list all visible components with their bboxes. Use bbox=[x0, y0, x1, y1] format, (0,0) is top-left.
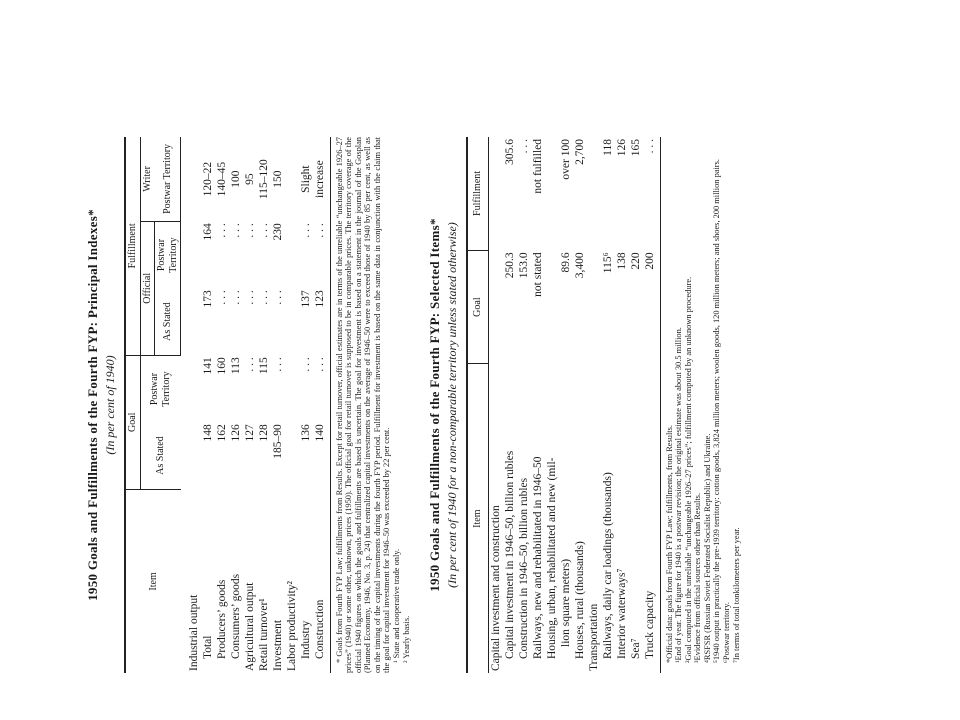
table1-cell: . . . bbox=[243, 223, 256, 238]
table1-row-label: Producers’ goods bbox=[215, 579, 228, 659]
table2-fulfillment-cell bbox=[545, 137, 559, 250]
table2-row bbox=[643, 137, 657, 673]
table2-goal-cell: 153.0 bbox=[517, 252, 530, 279]
table1-cell: 100 bbox=[229, 170, 242, 188]
table2-fulfillment-cell: not fulfilled bbox=[531, 139, 544, 194]
table1-cell: . . . bbox=[271, 290, 284, 305]
table2-row-label: Railways, daily car loadings (thousands) bbox=[601, 472, 614, 659]
table1-row-label: Investment bbox=[271, 619, 284, 671]
table1-cell: . . . bbox=[257, 223, 270, 238]
table1-footnote: * Goals from Fourth FYP Law; fulfillments from Results. Except for retail turnover, official estimates are in terms of the unreliable “unchangeable 1926–27 prices” (1940) or some other, unknown, prices (1950). The official goal for retail turnover is supposed to be in comparable prices. The territory coverage of the official 1940 figures on which the goals and fulfillments are based is uncertain. The goal for investment is based on a statement in the journal of the Gosplan (Planned Economy, 1946, No. 3, p. 24) that centralized capital investments on the average of 1946–50 were to exceed those of 1940 by 85 per cent, as well as on the timing of the capital investments during the fourth FYP period. Fulfillment for investment is based on the same data in conjunction with the claim that the goal for capital investment for 1946–50 was exceeded by 22 per cent. bbox=[334, 137, 392, 673]
table2-row bbox=[573, 137, 587, 673]
table2-row bbox=[545, 137, 559, 673]
table1-cell bbox=[187, 137, 201, 221]
table1-cell: 173 bbox=[201, 290, 214, 308]
table1-cell: 128 bbox=[257, 424, 270, 442]
table2-fulfillment-cell: 118 bbox=[601, 139, 614, 156]
table1-header-item: Item bbox=[147, 572, 159, 591]
table2-row bbox=[587, 137, 601, 673]
table1-row bbox=[243, 137, 257, 673]
table1-row bbox=[299, 137, 313, 673]
table1-cell bbox=[285, 137, 299, 221]
table1-cell: 115 bbox=[257, 357, 270, 375]
table1-row-label: Construction bbox=[313, 599, 326, 659]
table2-row-label: lion square meters) bbox=[559, 558, 572, 647]
table1-cell: . . . bbox=[229, 223, 242, 238]
table1-row bbox=[187, 137, 201, 673]
table2-fulfillment-cell: 305.6 bbox=[503, 139, 516, 165]
table1-cell: 164 bbox=[201, 223, 214, 241]
selected-items-table-section bbox=[427, 137, 741, 673]
table1-header-official-postwar: Postwar Territory bbox=[155, 221, 181, 288]
table2-goal-cell bbox=[545, 250, 559, 363]
table2-row bbox=[559, 137, 573, 673]
table1-cell: 162 bbox=[215, 424, 228, 442]
table2-goal-cell: not stated bbox=[531, 252, 544, 297]
table2-goal-cell: 220 bbox=[629, 252, 642, 270]
table2-fulfillment-cell bbox=[587, 137, 601, 250]
table2-row bbox=[615, 137, 629, 673]
table1-footnote: ¹ State and cooperative trade only. bbox=[392, 548, 402, 663]
table1-header-goal-postwar: Postwar Territory bbox=[149, 371, 172, 407]
table2-row-label: Housing, urban, rehabilitated and new (mil- bbox=[545, 457, 558, 659]
table1-cell bbox=[285, 422, 299, 489]
table1-cell: Slight bbox=[299, 165, 312, 193]
table2-fulfillment-cell bbox=[488, 137, 503, 250]
table1-cell: . . . bbox=[257, 290, 270, 305]
table2-footnote: ³Evidence from official sources other than Results. bbox=[693, 492, 703, 663]
table1-cell: . . . bbox=[299, 357, 312, 372]
table1-cell: 141 bbox=[201, 357, 214, 375]
table2-footnote: *Official data: goals from Fourth FYP Law; fulfillments, from Results. bbox=[664, 425, 674, 663]
table1-row-label: Industry bbox=[299, 620, 312, 659]
table1-cell bbox=[285, 288, 299, 355]
table2-goal-cell: 89.6 bbox=[559, 252, 572, 273]
table1-row bbox=[313, 137, 327, 673]
table1-cell bbox=[285, 355, 299, 422]
table1-cell: 140 bbox=[313, 424, 326, 442]
table1-cell: 137 bbox=[299, 290, 312, 308]
table1-footnote: ² Yearly basis. bbox=[401, 615, 411, 663]
table2-footnote: ⁷In terms of total tonkilometers per year. bbox=[731, 527, 741, 663]
table2-row bbox=[503, 137, 517, 673]
table1-cell: . . . bbox=[215, 223, 228, 238]
principal-indexes-table-section bbox=[85, 137, 419, 673]
table1-cell: increase bbox=[313, 160, 326, 198]
table2-fulfillment-cell: 2,700 bbox=[573, 139, 586, 165]
table1-cell: 115–120 bbox=[257, 159, 270, 200]
table2 bbox=[466, 137, 661, 673]
table1-cell: . . . bbox=[299, 223, 312, 238]
table1-cell: 136 bbox=[299, 424, 312, 442]
table2-row-label: Transportation bbox=[587, 603, 600, 671]
table2-header-goal: Goal bbox=[467, 250, 488, 363]
table1-cell: 230 bbox=[271, 223, 284, 241]
table1-cell bbox=[187, 422, 201, 489]
table2-goal-cell: 115⁶ bbox=[601, 252, 614, 274]
table2-footnote: ²Goal computed in the unreliable “unchangeable 1926–27 prices”; fulfillment computed by an unknown procedure. bbox=[683, 276, 693, 663]
table2-footnote: ⁴RSFSR (Russian Soviet Federated Socialist Republic) and Ukraine. bbox=[702, 433, 712, 663]
table2-row bbox=[601, 137, 615, 673]
table2-row-label: Sea⁷ bbox=[629, 638, 642, 659]
table1-cell: . . . bbox=[313, 223, 326, 238]
table1-cell: . . . bbox=[215, 290, 228, 305]
table1-header-official-as-stated: As Stated bbox=[155, 288, 181, 355]
table2-row bbox=[517, 137, 531, 673]
table2-fulfillment-cell: 165 bbox=[629, 139, 642, 157]
table1-header-writer-postwar: Postwar Territory bbox=[155, 137, 181, 221]
table1-header-goal-as-stated: As Stated bbox=[140, 422, 181, 489]
table1-cell: 95 bbox=[243, 173, 256, 185]
table1-cell: . . . bbox=[271, 357, 284, 372]
table1-cell bbox=[187, 288, 201, 355]
table2-goal-cell bbox=[587, 250, 601, 363]
table1-row-label: Labor productivity² bbox=[285, 581, 298, 671]
table1-row bbox=[257, 137, 271, 673]
table1-cell bbox=[285, 221, 299, 288]
table2-row bbox=[629, 137, 643, 673]
table1-row-label: Retail turnover¹ bbox=[257, 598, 270, 671]
table1 bbox=[124, 137, 331, 673]
table2-row bbox=[531, 137, 545, 673]
table1-cell: . . . bbox=[243, 357, 256, 372]
table2-footnote: ⁵1940 output in practically the pre-1939 territory: cotton goods, 3,824 million meters; woolen goods, 120 million meters; and shoes, 200 million pairs. bbox=[712, 159, 722, 663]
table2-goal-cell: 250.3 bbox=[503, 252, 516, 279]
table2-row-label: Houses, rural (thousands) bbox=[573, 541, 586, 659]
table2-goal-cell: 200 bbox=[643, 252, 656, 270]
table1-row bbox=[215, 137, 229, 673]
table2-footnote: ¹End of year. The figure for 1940 is a postwar revision; the original estimate was about 30.5 million. bbox=[674, 327, 684, 663]
table1-cell: 126 bbox=[229, 424, 242, 442]
table2-row-label: Capital investment in 1946–50, billion rubles bbox=[503, 450, 516, 659]
table1-cell: . . . bbox=[243, 290, 256, 305]
table1-header-official: Official bbox=[140, 221, 155, 355]
table1-cell: 123 bbox=[313, 290, 326, 308]
table1-row-label: Industrial output bbox=[187, 594, 200, 671]
rotated-document-page bbox=[85, 125, 875, 685]
table2-header-item: Item bbox=[467, 364, 488, 673]
table2-row-label: Truck capacity bbox=[643, 590, 656, 659]
table1-cell: 113 bbox=[229, 357, 242, 375]
table1-row bbox=[285, 137, 299, 673]
table1-cell: . . . bbox=[313, 357, 326, 372]
table1-header-fulfillment: Fulfillment bbox=[125, 137, 140, 355]
table1-header-writer: Writer bbox=[140, 137, 155, 221]
table1-footnotes bbox=[335, 137, 412, 673]
table2-header-fulfillment: Fulfillment bbox=[467, 137, 488, 250]
table2-row-label: Construction in 1946–50, billion rubles bbox=[517, 477, 530, 659]
table1-cell: 140–45 bbox=[215, 161, 228, 197]
table2-footnote: ⁶Postwar territory. bbox=[722, 602, 732, 663]
table2-fulfillment-cell: . . . bbox=[517, 139, 530, 154]
table1-title: 1950 Goals and Fulfillments of the Fourth FYP: Principal Indexes* bbox=[85, 209, 100, 601]
table1-row-label: Agricultural output bbox=[243, 582, 256, 671]
table1-cell: 127 bbox=[243, 424, 256, 442]
table1-cell: 185–90 bbox=[271, 424, 284, 459]
table2-goal-cell: 3,400 bbox=[573, 252, 586, 279]
table1-subtitle: (In per cent of 1940) bbox=[103, 355, 117, 455]
table1-cell bbox=[187, 221, 201, 288]
table1-row bbox=[201, 137, 215, 673]
table1-row bbox=[229, 137, 243, 673]
table1-cell: 150 bbox=[271, 170, 284, 188]
table2-row-label: Capital investment and construction bbox=[489, 505, 502, 671]
table2-row bbox=[488, 137, 503, 673]
table2-fulfillment-cell: . . . bbox=[643, 139, 656, 154]
table1-cell bbox=[187, 355, 201, 422]
table1-row-label: Total bbox=[201, 635, 214, 659]
table1-row-label: Consumers’ goods bbox=[229, 573, 242, 659]
table2-row-label: Railways, new and rehabilitated in 1946–50 bbox=[531, 456, 544, 659]
table2-title: 1950 Goals and Fulfillments of the Fourth FYP: Selected Items* bbox=[427, 218, 442, 592]
table2-fulfillment-cell: 126 bbox=[615, 139, 628, 157]
table1-cell: . . . bbox=[229, 290, 242, 305]
table1-cell: 160 bbox=[215, 357, 228, 375]
table2-fulfillment-cell: over 100 bbox=[559, 139, 572, 180]
table2-footnotes bbox=[665, 137, 742, 673]
table1-row bbox=[271, 137, 285, 673]
table2-subtitle: (In per cent of 1940 for a non-comparable territory unless stated otherwise) bbox=[445, 222, 459, 588]
table2-goal-cell: 138 bbox=[615, 252, 628, 270]
table1-cell: 148 bbox=[201, 424, 214, 442]
table2-row-label: Interior waterways⁷ bbox=[615, 568, 628, 659]
table1-header-goal: Goal bbox=[125, 355, 140, 489]
table1-cell: 120–22 bbox=[201, 161, 214, 197]
table2-goal-cell bbox=[488, 250, 503, 363]
